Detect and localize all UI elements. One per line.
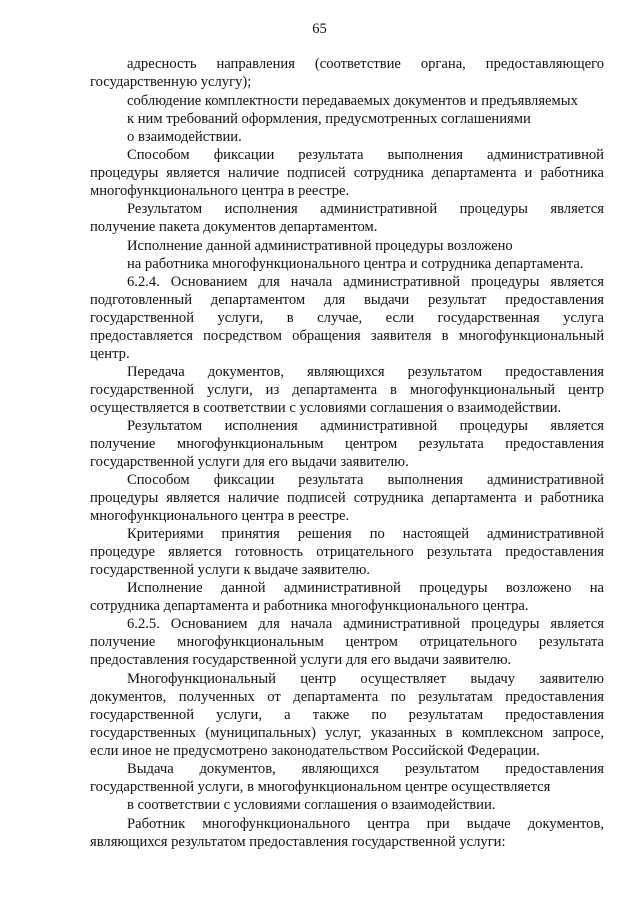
text-line: предоставления государственной услуги для его выдачи заявителю.	[90, 652, 512, 668]
text-line: государственных (муниципальных) услуг, указанных в комплексном запросе,	[90, 725, 604, 741]
text-line: процедуры является наличие подписей сотрудника департамента и работника	[90, 490, 604, 506]
text-line: государственной услуги к выдаче заявителю.	[90, 562, 371, 578]
text-line: государственной услуги, из департамента в многофункциональный центр	[90, 382, 604, 398]
text-line: Исполнение данной административной процедуры возложено на	[127, 580, 604, 596]
text-line: государственной услуги, в случае, если государственная услуга	[90, 310, 604, 326]
text-line: сотрудника департамента и работника многофункционального центра.	[90, 598, 529, 614]
text-line: к ним требований оформления, предусмотренных соглашениями	[127, 111, 531, 127]
text-line: Исполнение данной административной процедуры возложено	[127, 238, 513, 254]
text-line: Результатом исполнения административной процедуры является	[127, 201, 604, 217]
text-line: получение пакета документов департаментом.	[90, 219, 378, 235]
text-line: 6.2.5. Основанием для начала административной процедуры является	[127, 616, 604, 632]
text-line: Способом фиксации результата выполнения административной	[127, 472, 604, 488]
text-line: осуществляется в соответствии с условиями соглашения о взаимодействии.	[90, 400, 562, 416]
text-line: документов, полученных от департамента по результатам предоставления	[90, 689, 604, 705]
text-line: Многофункциональный центр осуществляет выдачу заявителю	[127, 671, 604, 687]
text-line: Передача документов, являющихся результатом предоставления	[127, 364, 604, 380]
text-line: многофункционального центра в реестре.	[90, 508, 350, 524]
text-line: Выдача документов, являющихся результатом предоставления	[127, 761, 604, 777]
text-line: в соответствии с условиями соглашения о взаимодействии.	[127, 797, 496, 813]
text-line: процедуры является наличие подписей сотрудника департамента и работника	[90, 165, 604, 181]
text-line: Критериями принятия решения по настоящей административной	[127, 526, 604, 542]
page-number: 65	[312, 21, 327, 37]
text-line: являющихся результатом предоставления государственной услуги:	[90, 834, 506, 850]
text-line: о взаимодействии.	[127, 129, 242, 145]
text-line: государственную услугу);	[90, 74, 252, 90]
text-line: государственной услуги, в многофункциональном центре осуществляется	[90, 779, 551, 795]
text-line: 6.2.4. Основанием для начала административной процедуры является	[127, 274, 604, 290]
text-line: государственной услуги для его выдачи заявителю.	[90, 454, 409, 470]
text-line: центр.	[90, 346, 130, 362]
text-line: многофункционального центра в реестре.	[90, 183, 350, 199]
text-line: Работник многофункционального центра при выдаче документов,	[127, 816, 604, 832]
text-line: Способом фиксации результата выполнения административной	[127, 147, 604, 163]
text-line: получение многофункциональным центром результата предоставления	[90, 436, 604, 452]
text-line: соблюдение комплектности передаваемых документов и предъявляемых	[127, 93, 578, 109]
text-line: государственной услуги, а также по результатам предоставления	[90, 707, 604, 723]
text-line: на работника многофункционального центра и сотрудника департамента.	[127, 256, 584, 272]
text-line: предоставляется посредством обращения заявителя в многофункциональный	[90, 328, 604, 344]
text-line: подготовленный департаментом для выдачи результат предоставления	[90, 292, 604, 308]
text-line: если иное не предусмотрено законодательством Российской Федерации.	[90, 743, 540, 759]
text-line: процедуре является готовность отрицательного результата предоставления	[90, 544, 604, 560]
text-line: адресность направления (соответствие органа, предоставляющего	[127, 56, 604, 72]
text-line: Результатом исполнения административной процедуры является	[127, 418, 604, 434]
text-line: получение многофункциональным центром отрицательного результата	[90, 634, 604, 650]
